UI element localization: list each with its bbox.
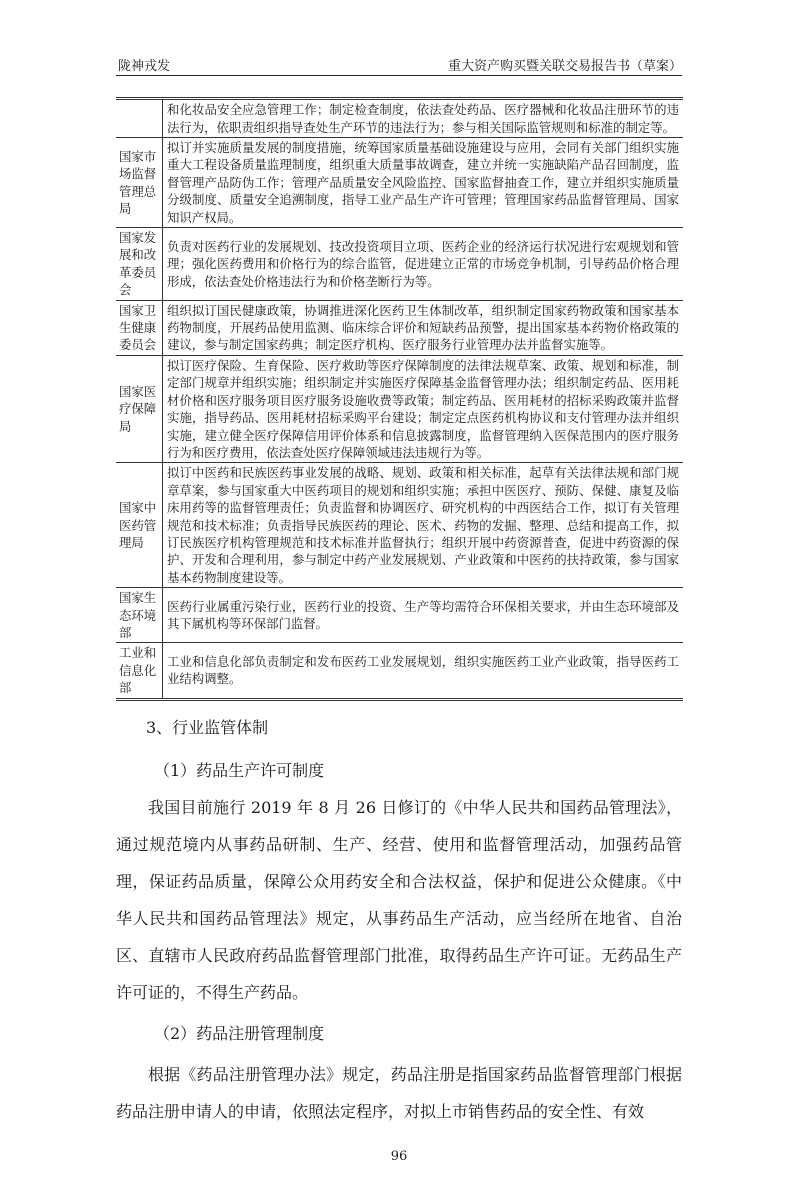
agency-name (116, 99, 163, 138)
agency-name: 国家生态环境部 (116, 588, 163, 643)
page-header (116, 55, 682, 76)
table-row (116, 138, 683, 228)
table-row (116, 643, 683, 699)
agency-name: 国家医疗保障局 (116, 355, 163, 462)
table-row (116, 300, 683, 355)
paragraph: 根据《药品注册管理办法》规定，药品注册是指国家药品监督管理部门根据药品注册申请人的申请，依照法定程序，对拟上市销售药品的安全性、有效 (116, 1064, 682, 1121)
agency-duties: 负责对医药行业的发展规划、技改投资项目立项、医药企业的经济运行状况进行宏观规划和管理；强化医药费用和价格行为的综合监管，促进建立正常的市场竞争机制，引导药品价格合理形成，依法查处价格违法行为和价格垄断行为等。 (163, 228, 684, 301)
subsection-heading: （1）药品生产许可制度 (154, 760, 325, 780)
agency-duties: 工业和信息化部负责制定和发布医药工业发展规划，组织实施医药工业产业政策，指导医药工业结构调整。 (163, 643, 684, 699)
company-name: 陇神戎发 (118, 59, 171, 74)
section-body (116, 709, 682, 1130)
page (116, 0, 682, 1186)
agency-duties: 和化妆品安全应急管理工作；制定检查制度，依法查处药品、医疗器械和化妆品注册环节的违法行为，依职责组织指导查处生产环节的违法行为；参与相关国际监管规则和标准的制定等。 (163, 99, 684, 138)
document-title: 重大资产购买暨关联交易报告书（草案） (447, 59, 682, 74)
table-row (116, 99, 683, 138)
regulator-table (116, 97, 683, 701)
agency-name: 国家发展和改革委员会 (116, 228, 163, 301)
subsection-heading: （2）药品注册管理制度 (154, 1023, 325, 1043)
agency-name: 国家中医药管理局 (116, 463, 163, 588)
table-row (116, 228, 683, 301)
agency-duties: 拟订中医药和民族医药事业发展的战略、规划、政策和相关标准，起草有关法律法规和部门规章草案，参与国家重大中医药项目的规划和组织实施；承担中医医疗、预防、保健、康复及临床用药等的监督管理责任；负责监督和协调医疗、研究机构的中西医结合工作，拟订有关管理规范和技术标准；负责指导民族医药的理论、医术、药物的发掘、整理、总结和提高工作，拟订民族医疗机构管理规范和技术标准并监督执行；组织开展中药资源普查，促进中药资源的保护、开发和合理利用，参与制定中药产业发展规划、产业政策和中医药的扶持政策，参与国家基本药物制度建设等。 (163, 463, 684, 588)
paragraph: 我国目前施行 2019 年 8 月 26 日修订的《中华人民共和国药品管理法》，通过规范境内从事药品研制、生产、经营、使用和监督管理活动，加强药品管理，保证药品质量，保障公众用药安全和合法权益，保护和促进公众健康。《中华人民共和国药品管理法》规定，从事药品生产活动，应当经所在地省、自治区、直辖市人民政府药品监督管理部门批准，取得药品生产许可证。无药品生产许可证的，不得生产药品。 (116, 797, 682, 1002)
table-row (116, 355, 683, 462)
agency-duties: 拟订医疗保险、生育保险、医疗救助等医疗保障制度的法律法规草案、政策、规划和标准，制定部门规章并组织实施；组织制定并实施医疗保障基金监督管理办法；组织制定药品、医用耗材价格和医疗服务项目医疗服务设施收费等政策；制定药品、医用耗材的招标采购政策并监督实施，指导药品、医用耗材招标采购平台建设；制定定点医药机构协议和支付管理办法并组织实施，建立健全医疗保障信用评价体系和信息披露制度，监督管理纳入医保范围内的医疗服务行为和医疗费用，依法查处医疗保障领域违法违规行为等。 (163, 355, 684, 462)
agency-name: 工业和信息化部 (116, 643, 163, 699)
table-row (116, 463, 683, 588)
section-heading: 3、行业监管体制 (146, 717, 269, 737)
agency-duties: 组织拟订国民健康政策，协调推进深化医药卫生体制改革，组织制定国家药物政策和国家基本药物制度，开展药品使用监测、临床综合评价和短缺药品预警，提出国家基本药物价格政策的建议，参与制定国家药典；制定医疗机构、医疗服务行业管理办法并监督实施等。 (163, 300, 684, 355)
table-row (116, 588, 683, 643)
agency-name: 国家市场监督管理总局 (116, 138, 163, 228)
agency-duties: 医药行业属重污染行业，医药行业的投资、生产等均需符合环保相关要求，并由生态环境部及其下属机构等环保部门监督。 (163, 588, 684, 643)
agency-duties: 拟订并实施质量发展的制度措施，统筹国家质量基础设施建设与应用，会同有关部门组织实施重大工程设备质量监理制度，组织重大质量事故调查，建立并统一实施缺陷产品召回制度，监督管理产品防伪工作；管理产品质量安全风险监控、国家监督抽查工作，建立并组织实施质量分级制度、质量安全追溯制度，指导工业产品生产许可管理；管理国家药品监督管理局、国家知识产权局。 (163, 138, 684, 228)
agency-name: 国家卫生健康委员会 (116, 300, 163, 355)
page-number: 96 (390, 1148, 408, 1164)
